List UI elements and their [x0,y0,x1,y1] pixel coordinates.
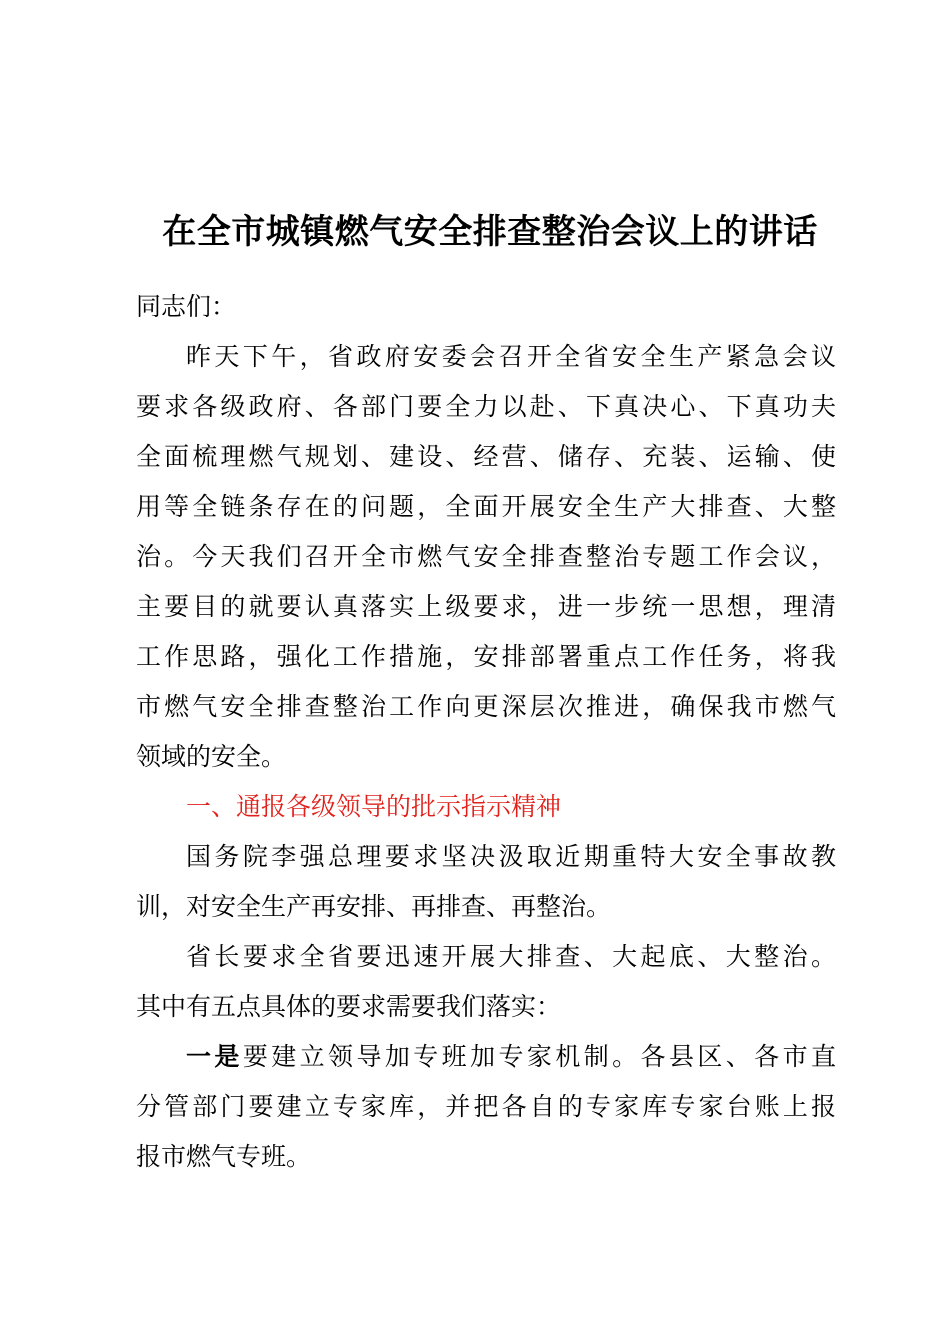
paragraph-1-line-5: 治。今天我们召开全市燃气安全排查整治专题工作会议， [136,542,836,571]
paragraph-4-line-3: 报市燃气专班。 [136,1142,312,1171]
paragraph-1-line-1: 昨天下午，省政府安委会召开全省安全生产紧急会议 [186,342,836,371]
paragraph-1-line-4: 用等全链条存在的问题，全面开展安全生产大排查、大整 [136,492,836,521]
paragraph-1-line-8: 市燃气安全排查整治工作向更深层次推进，确保我市燃气 [136,692,836,721]
paragraph-1-line-3: 全面梳理燃气规划、建设、经营、储存、充装、运输、使 [136,442,836,471]
paragraph-1-line-7: 工作思路，强化工作措施，安排部署重点工作任务，将我 [136,642,836,671]
paragraph-4-line-1 [136,1032,836,1082]
section-1-heading: 一、通报各级领导的批示指示精神 [186,792,562,821]
document-title: 在全市城镇燃气安全排查整治会议上的讲话 [162,212,818,252]
paragraph-4-line-2: 分管部门要建立专家库，并把各自的专家库专家台账上报 [136,1092,836,1121]
document-body [136,282,836,1182]
paragraph-1-line-2: 要求各级政府、各部门要全力以赴、下真决心、下真功夫 [136,392,836,421]
paragraph-4-lead: 一是 [186,1042,243,1071]
paragraph-3-line-1: 省长要求全省要迅速开展大排查、大起底、大整治。 [186,942,836,971]
salutation: 同志们： [136,292,237,321]
paragraph-1-line-9: 领域的安全。 [136,742,287,771]
paragraph-1-line-6: 主要目的就要认真落实上级要求，进一步统一思想，理清 [136,592,836,621]
paragraph-2-line-2: 训，对安全生产再安排、再排查、再整治。 [136,892,612,921]
paragraph-3-line-2: 其中有五点具体的要求需要我们落实： [136,992,562,1021]
paragraph-4-line-1-text: 要建立领导加专班加专家机制。各县区、各市直 [242,1042,836,1071]
paragraph-2-line-1: 国务院李强总理要求坚决汲取近期重特大安全事故教 [186,842,836,871]
